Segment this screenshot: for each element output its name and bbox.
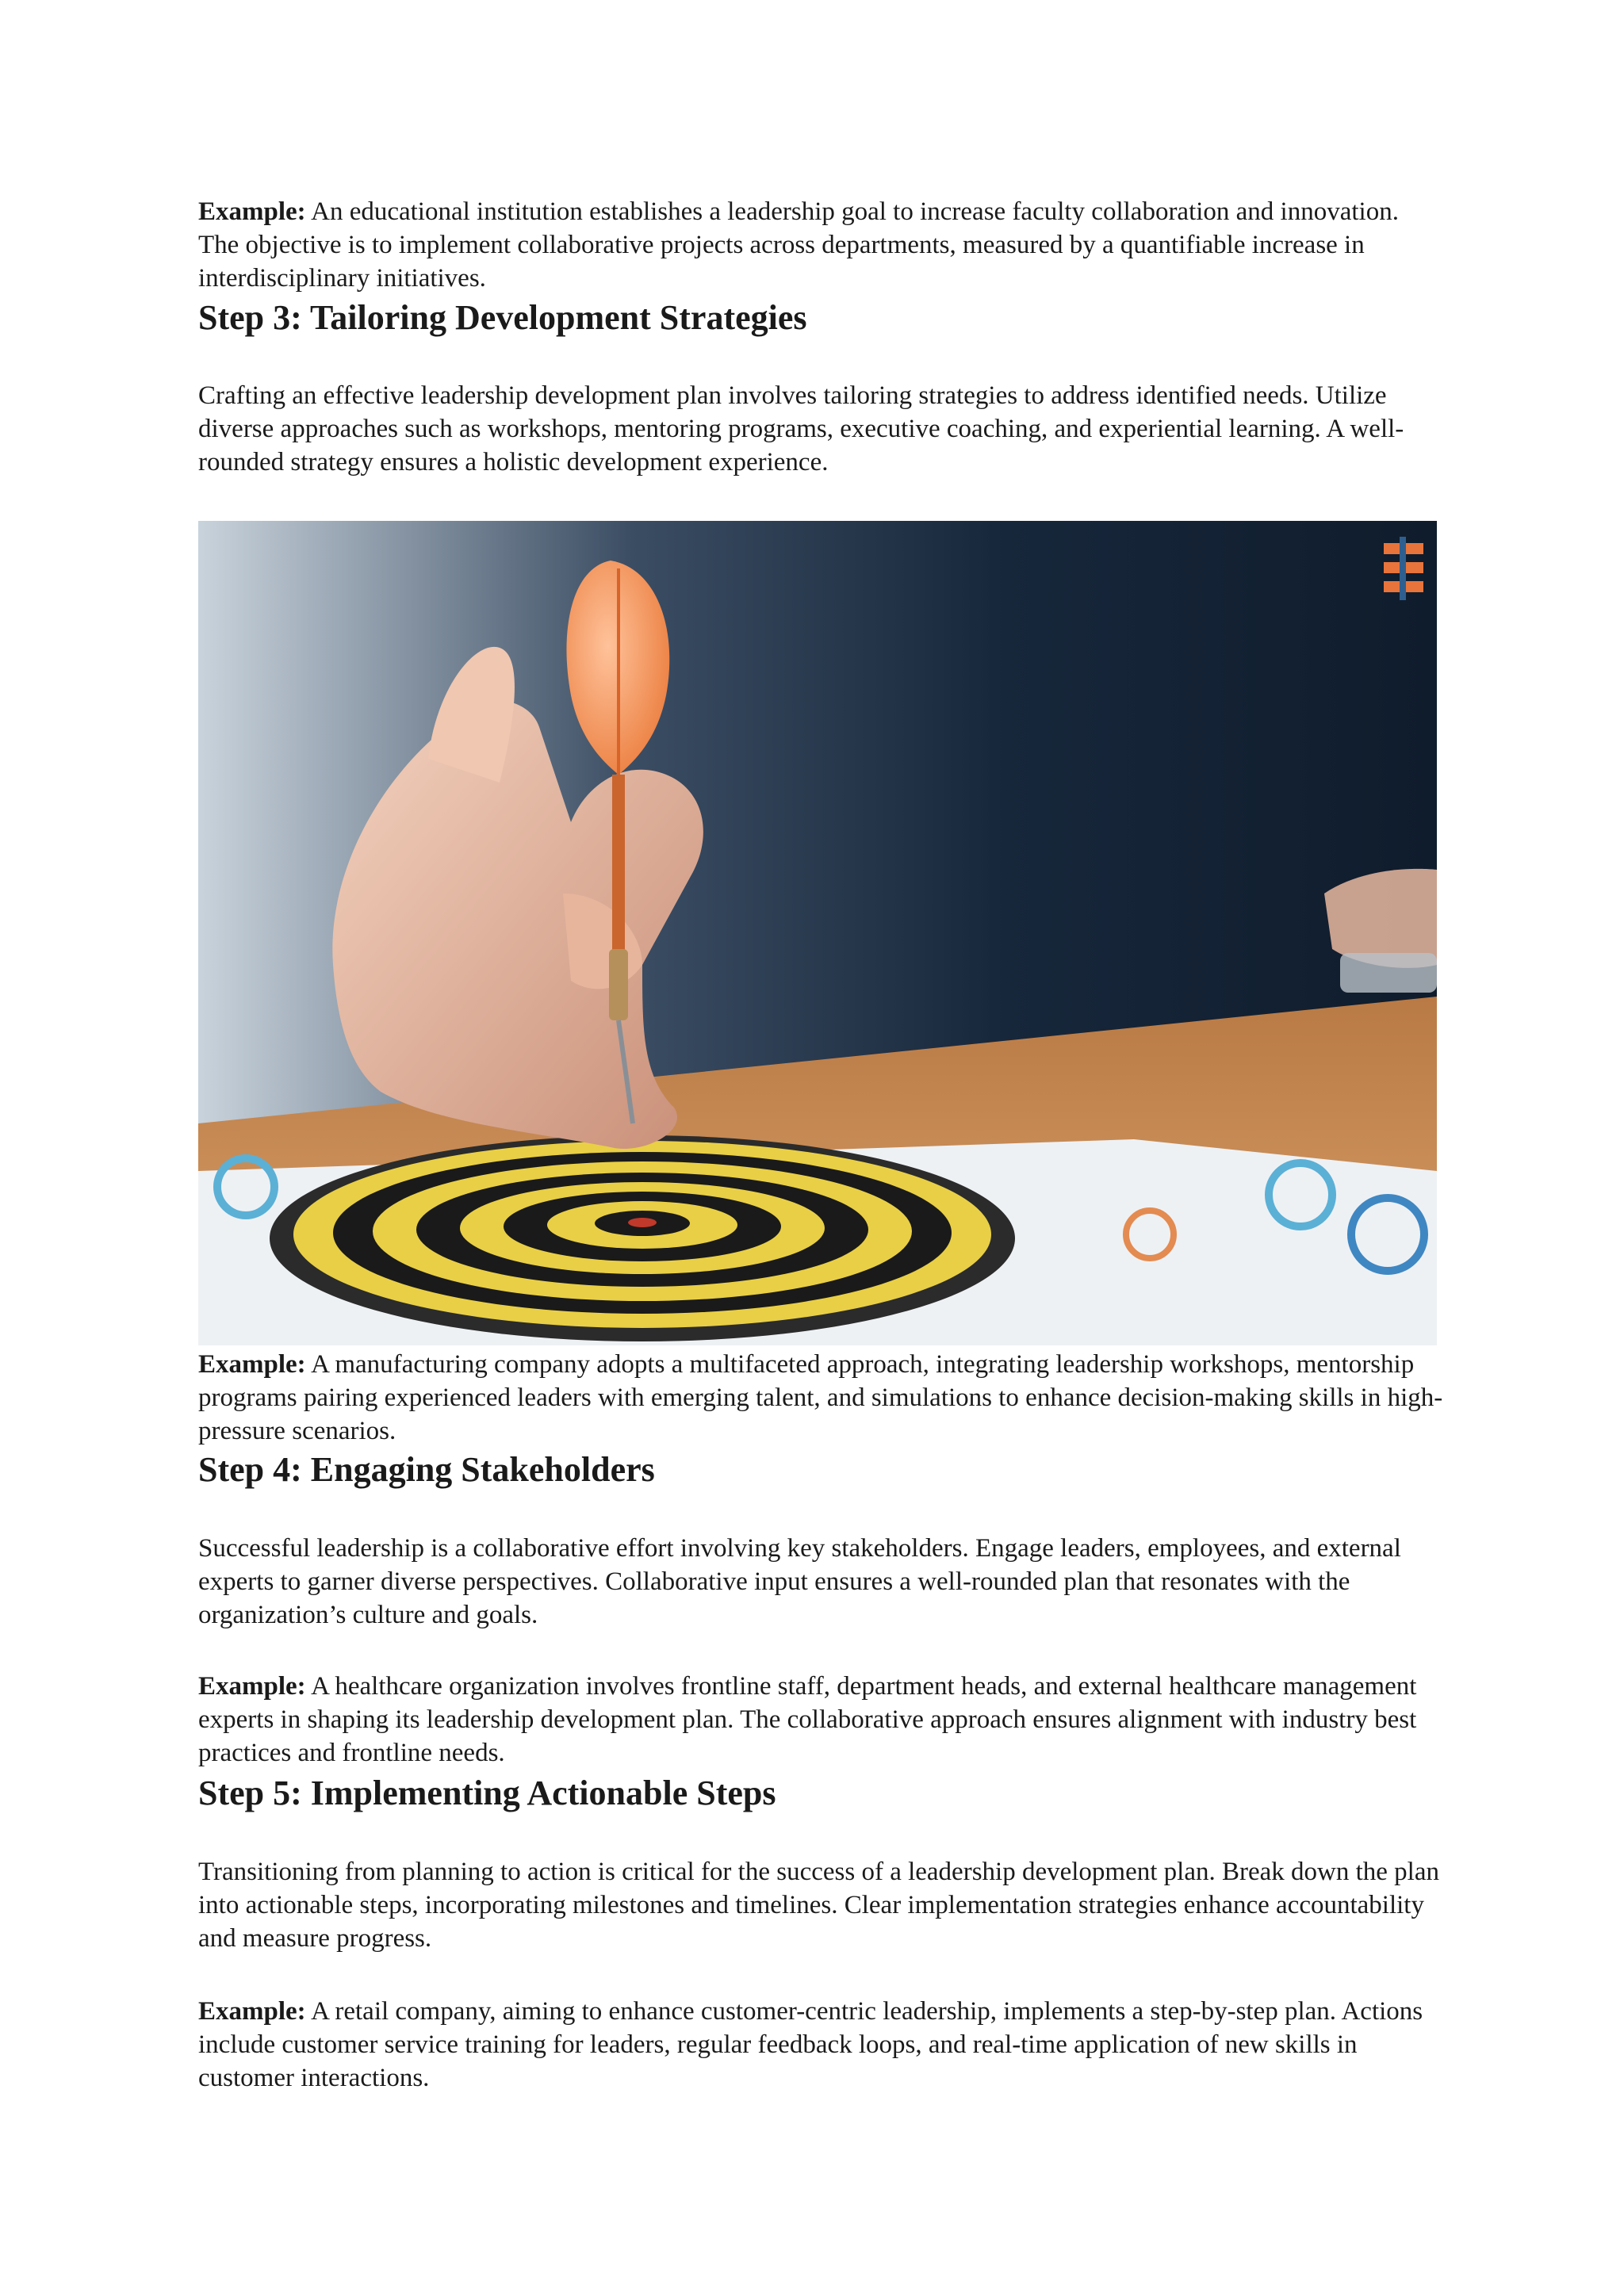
- step3-example-text: A manufacturing company adopts a multifaceted approach, integrating leadership workshops, mentorship programs pairing experienced leaders with emerging talent, and simulations to enhance decision-making skills in high-pressure scenarios.: [198, 1350, 1443, 1445]
- step3-example: [198, 1348, 1443, 1448]
- step5-section: [198, 1773, 1443, 1814]
- brand-logo-icon: [1384, 537, 1423, 600]
- example-label: Example:: [198, 1350, 306, 1379]
- dartboard: [270, 1135, 1015, 1341]
- step4-paragraph: Successful leadership is a collaborative effort involving key stakeholders. Engage leaders, employees, and external experts to garner diverse perspectives. Collaborative input ensures a well-rounded plan that resonates with the organization’s culture and goals.: [198, 1534, 1401, 1629]
- example-label: Example:: [198, 1997, 306, 2026]
- step3-example-paragraph: [198, 1348, 1443, 1448]
- step4-example-paragraph: [198, 1670, 1443, 1770]
- step4-example: [198, 1670, 1443, 1770]
- example-label: Example:: [198, 1672, 306, 1701]
- step5-paragraph: Transitioning from planning to action is critical for the success of a leadership development plan. Break down the plan into actionable steps, incorporating milestones and timelines. Clear implementation strategies enhance accountability and measure progress.: [198, 1858, 1439, 1953]
- step5-example-paragraph: [198, 1995, 1443, 2095]
- step3-section: [198, 297, 1443, 339]
- intro-example-text: An educational institution establishes a leadership goal to increase faculty collaboration and innovation. The objective is to implement collaborative projects across departments, measured by a quantifiable increase in interdisciplinary initiatives.: [198, 197, 1399, 293]
- intro-example: [198, 195, 1443, 295]
- intro-example-paragraph: [198, 195, 1443, 295]
- step5-heading: Step 5: Implementing Actionable Steps: [198, 1774, 776, 1812]
- step4-heading: Step 4: Engaging Stakeholders: [198, 1450, 655, 1489]
- step5-example-text: A retail company, aiming to enhance customer-centric leadership, implements a step-by-step plan. Actions include customer service training for leaders, regular feedback loops, and real-time application of new skills in customer interactions.: [198, 1997, 1423, 2092]
- step3-heading: Step 3: Tailoring Development Strategies: [198, 298, 807, 337]
- step3-paragraph: Crafting an effective leadership development plan involves tailoring strategies to address identified needs. Utilize diverse approaches such as workshops, mentoring programs, executive coaching, and experiential learning. A well-rounded strategy ensures a holistic development experience.: [198, 381, 1404, 476]
- step3-body: [198, 379, 1443, 479]
- dartboard-photo: [198, 521, 1437, 1345]
- step4-section: [198, 1449, 1443, 1490]
- step4-body: [198, 1532, 1443, 1632]
- example-label: Example:: [198, 197, 306, 226]
- step5-example: [198, 1995, 1443, 2095]
- step4-example-text: A healthcare organization involves frontline staff, department heads, and external healthcare management experts in shaping its leadership development plan. The collaborative approach ensures alignment with industry best practices and frontline needs.: [198, 1672, 1417, 1767]
- step5-body: [198, 1855, 1443, 1955]
